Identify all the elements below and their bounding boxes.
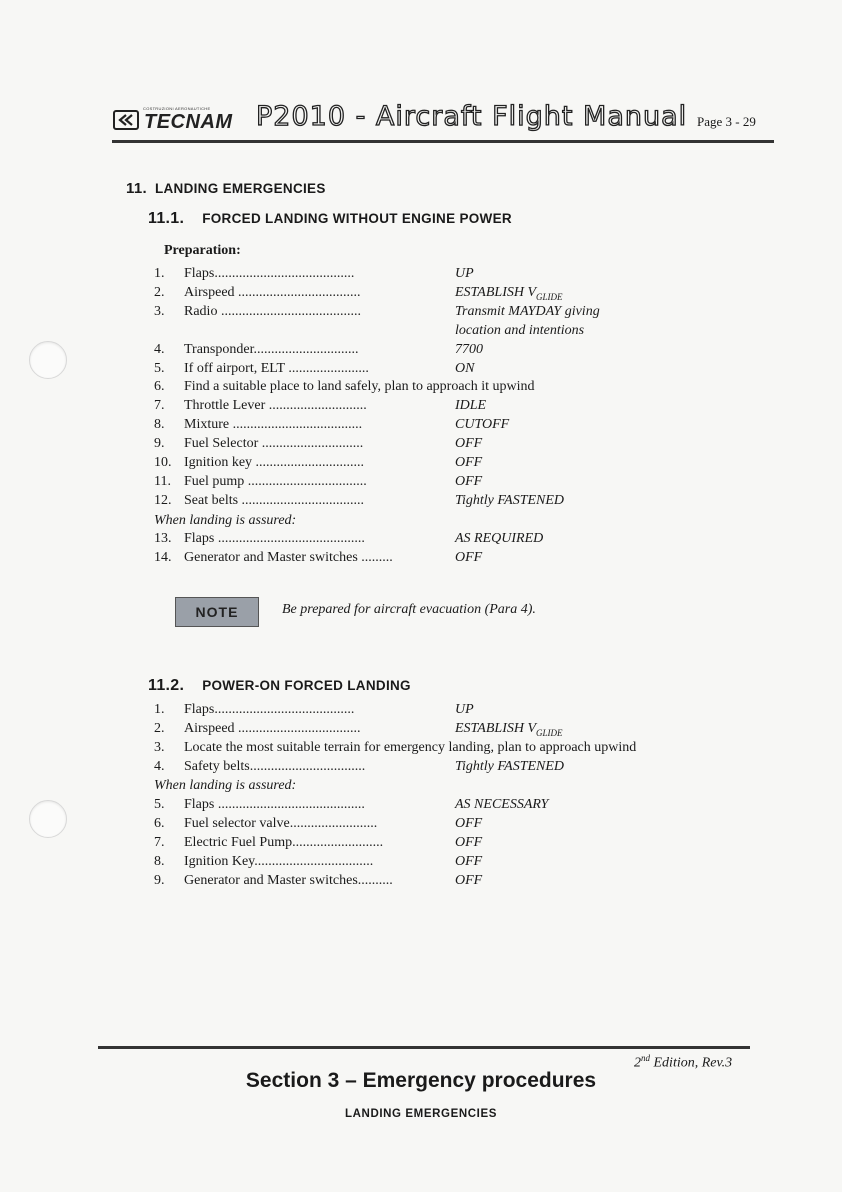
item-value [455, 548, 482, 567]
item-value-text: IDLE [455, 398, 487, 414]
item-label: Fuel selector valve......................... [184, 816, 378, 831]
item-number: 7. [154, 835, 165, 850]
logo-small-text: COSTRUZIONI AERONAUTICHE [143, 106, 211, 111]
item-number: 2. [154, 721, 165, 736]
footer-divider [98, 1046, 750, 1049]
item-number: 9. [154, 873, 165, 888]
item-label: Flaps .......................................... [184, 797, 365, 812]
item-number: 6. [154, 379, 165, 395]
item-value [455, 264, 474, 283]
item-number: 14. [154, 550, 172, 565]
item-label: Fuel pump .................................. [184, 473, 367, 489]
item-label: Airspeed ................................... [184, 284, 361, 300]
preparation-label: Preparation: [164, 243, 241, 258]
item-number: 12. [154, 492, 172, 508]
item-number: 10. [154, 455, 172, 470]
footer-section-subtitle: LANDING EMERGENCIES [345, 1108, 497, 1120]
section-number: 11. [126, 180, 147, 197]
item-number: 3. [154, 740, 165, 755]
item-label: Flaps........................................ [184, 266, 355, 281]
item-value-text: CUTOFF [455, 417, 510, 433]
section-title: LANDING EMERGENCIES [154, 181, 326, 196]
item-value [455, 795, 548, 814]
item-value-text: OFF [455, 873, 483, 888]
item-number: 1. [154, 266, 165, 281]
item-number: 11. [154, 473, 171, 489]
section-number: 11.1. [148, 210, 185, 227]
item-label: Ignition key ............................... [184, 455, 365, 470]
item-value-text: UP [455, 266, 474, 281]
item-value-text: ESTABLISH V [455, 721, 537, 736]
section-title: FORCED LANDING WITHOUT ENGINE POWER [202, 211, 512, 226]
item-value-text: Transmit MAYDAY giving [455, 303, 600, 319]
item-value-text: OFF [455, 854, 483, 869]
item-number: 8. [154, 417, 165, 433]
header-divider [112, 140, 774, 143]
item-label: Find a suitable place to land safely, plan to approach it upwind [184, 379, 535, 395]
item-number: 4. [154, 759, 165, 774]
item-value [455, 833, 482, 852]
item-label: Flaps .......................................... [184, 531, 365, 546]
item-value-text: AS NECESSARY [455, 797, 549, 812]
item-value [455, 491, 564, 510]
item-value [455, 453, 482, 472]
section-number: 11.2. [148, 677, 185, 694]
note-text: Be prepared for aircraft evacuation (Para 4). [282, 602, 536, 617]
section-title: POWER-ON FORCED LANDING [202, 678, 411, 693]
item-value-text: location and intentions [455, 322, 585, 338]
item-value [455, 757, 564, 776]
when-assured-label: When landing is assured: [154, 513, 297, 528]
item-label: Ignition Key.................................. [184, 854, 374, 869]
item-number: 4. [154, 341, 165, 357]
item-label: Generator and Master switches.......... [184, 873, 393, 888]
item-number: 2. [154, 284, 165, 300]
item-value [455, 434, 482, 453]
item-number: 7. [154, 398, 165, 414]
item-number: 9. [154, 436, 165, 452]
logo-arrows-icon [113, 110, 139, 130]
section-11-2-heading [148, 677, 411, 695]
item-value [455, 814, 482, 833]
item-value-subscript: GLIDE [536, 291, 563, 302]
section-11-1-heading [148, 210, 512, 228]
item-value-text: OFF [455, 816, 483, 831]
item-value-text: 7700 [455, 341, 483, 357]
item-label: Generator and Master switches ......... [184, 550, 393, 565]
item-label: Transponder.............................. [184, 341, 359, 357]
section-11-heading [126, 180, 326, 197]
item-number: 3. [154, 303, 165, 319]
item-value-text: OFF [455, 550, 483, 565]
item-value-text: UP [455, 702, 474, 717]
item-number: 5. [154, 360, 165, 376]
item-label: Safety belts................................. [184, 759, 366, 774]
item-label: Throttle Lever ............................ [184, 398, 367, 414]
item-label: If off airport, ELT ....................... [184, 360, 369, 376]
item-value [455, 359, 474, 378]
edition-suffix: nd [641, 1053, 650, 1063]
item-number: 6. [154, 816, 165, 831]
item-value [455, 302, 600, 321]
binder-hole-top [29, 341, 67, 379]
item-label: Locate the most suitable terrain for emergency landing, plan to approach upwind [184, 740, 637, 755]
tecnam-logo [113, 106, 243, 132]
page-number: Page 3 - 29 [697, 114, 756, 129]
item-number: 8. [154, 854, 165, 869]
item-number: 1. [154, 702, 165, 717]
item-value [455, 415, 509, 434]
item-value-text: ESTABLISH V [455, 284, 537, 300]
item-value-text: OFF [455, 436, 483, 452]
logo-text: TECNAM [144, 111, 233, 133]
item-label: Airspeed ................................... [184, 721, 361, 736]
item-number: 5. [154, 797, 165, 812]
item-value [455, 340, 483, 359]
item-number: 13. [154, 531, 172, 546]
note-badge: NOTE [175, 597, 259, 627]
item-label: Fuel Selector ............................. [184, 436, 364, 452]
item-label: Electric Fuel Pump.......................... [184, 835, 384, 850]
item-value [455, 871, 482, 890]
item-value-text: OFF [455, 835, 483, 850]
edition-number: 2 [634, 1055, 641, 1071]
item-value [455, 529, 543, 548]
item-value-text: OFF [455, 473, 483, 489]
item-value-text: Tightly FASTENED [455, 759, 565, 774]
item-label: Flaps........................................ [184, 702, 355, 717]
item-value [455, 396, 486, 415]
edition-revision: Edition, Rev.3 [650, 1055, 733, 1071]
item-value-text: Tightly FASTENED [455, 492, 565, 508]
when-assured-label: When landing is assured: [154, 778, 297, 793]
binder-hole-bottom [29, 800, 67, 838]
item-label: Mixture ..................................... [184, 417, 363, 433]
manual-title: P2010 - Aircraft Flight Manual [256, 101, 688, 132]
item-value-subscript: GLIDE [536, 727, 563, 738]
item-value-text: AS REQUIRED [455, 531, 544, 546]
item-value [455, 852, 482, 871]
item-label: Radio ........................................ [184, 303, 361, 319]
footer-section-title: Section 3 – Emergency procedures [245, 1069, 597, 1092]
item-value-text: ON [455, 360, 475, 376]
item-value [455, 321, 584, 340]
item-value [455, 472, 482, 491]
item-value [455, 700, 474, 719]
item-value-text: OFF [455, 455, 483, 470]
item-label: Seat belts ................................... [184, 492, 365, 508]
